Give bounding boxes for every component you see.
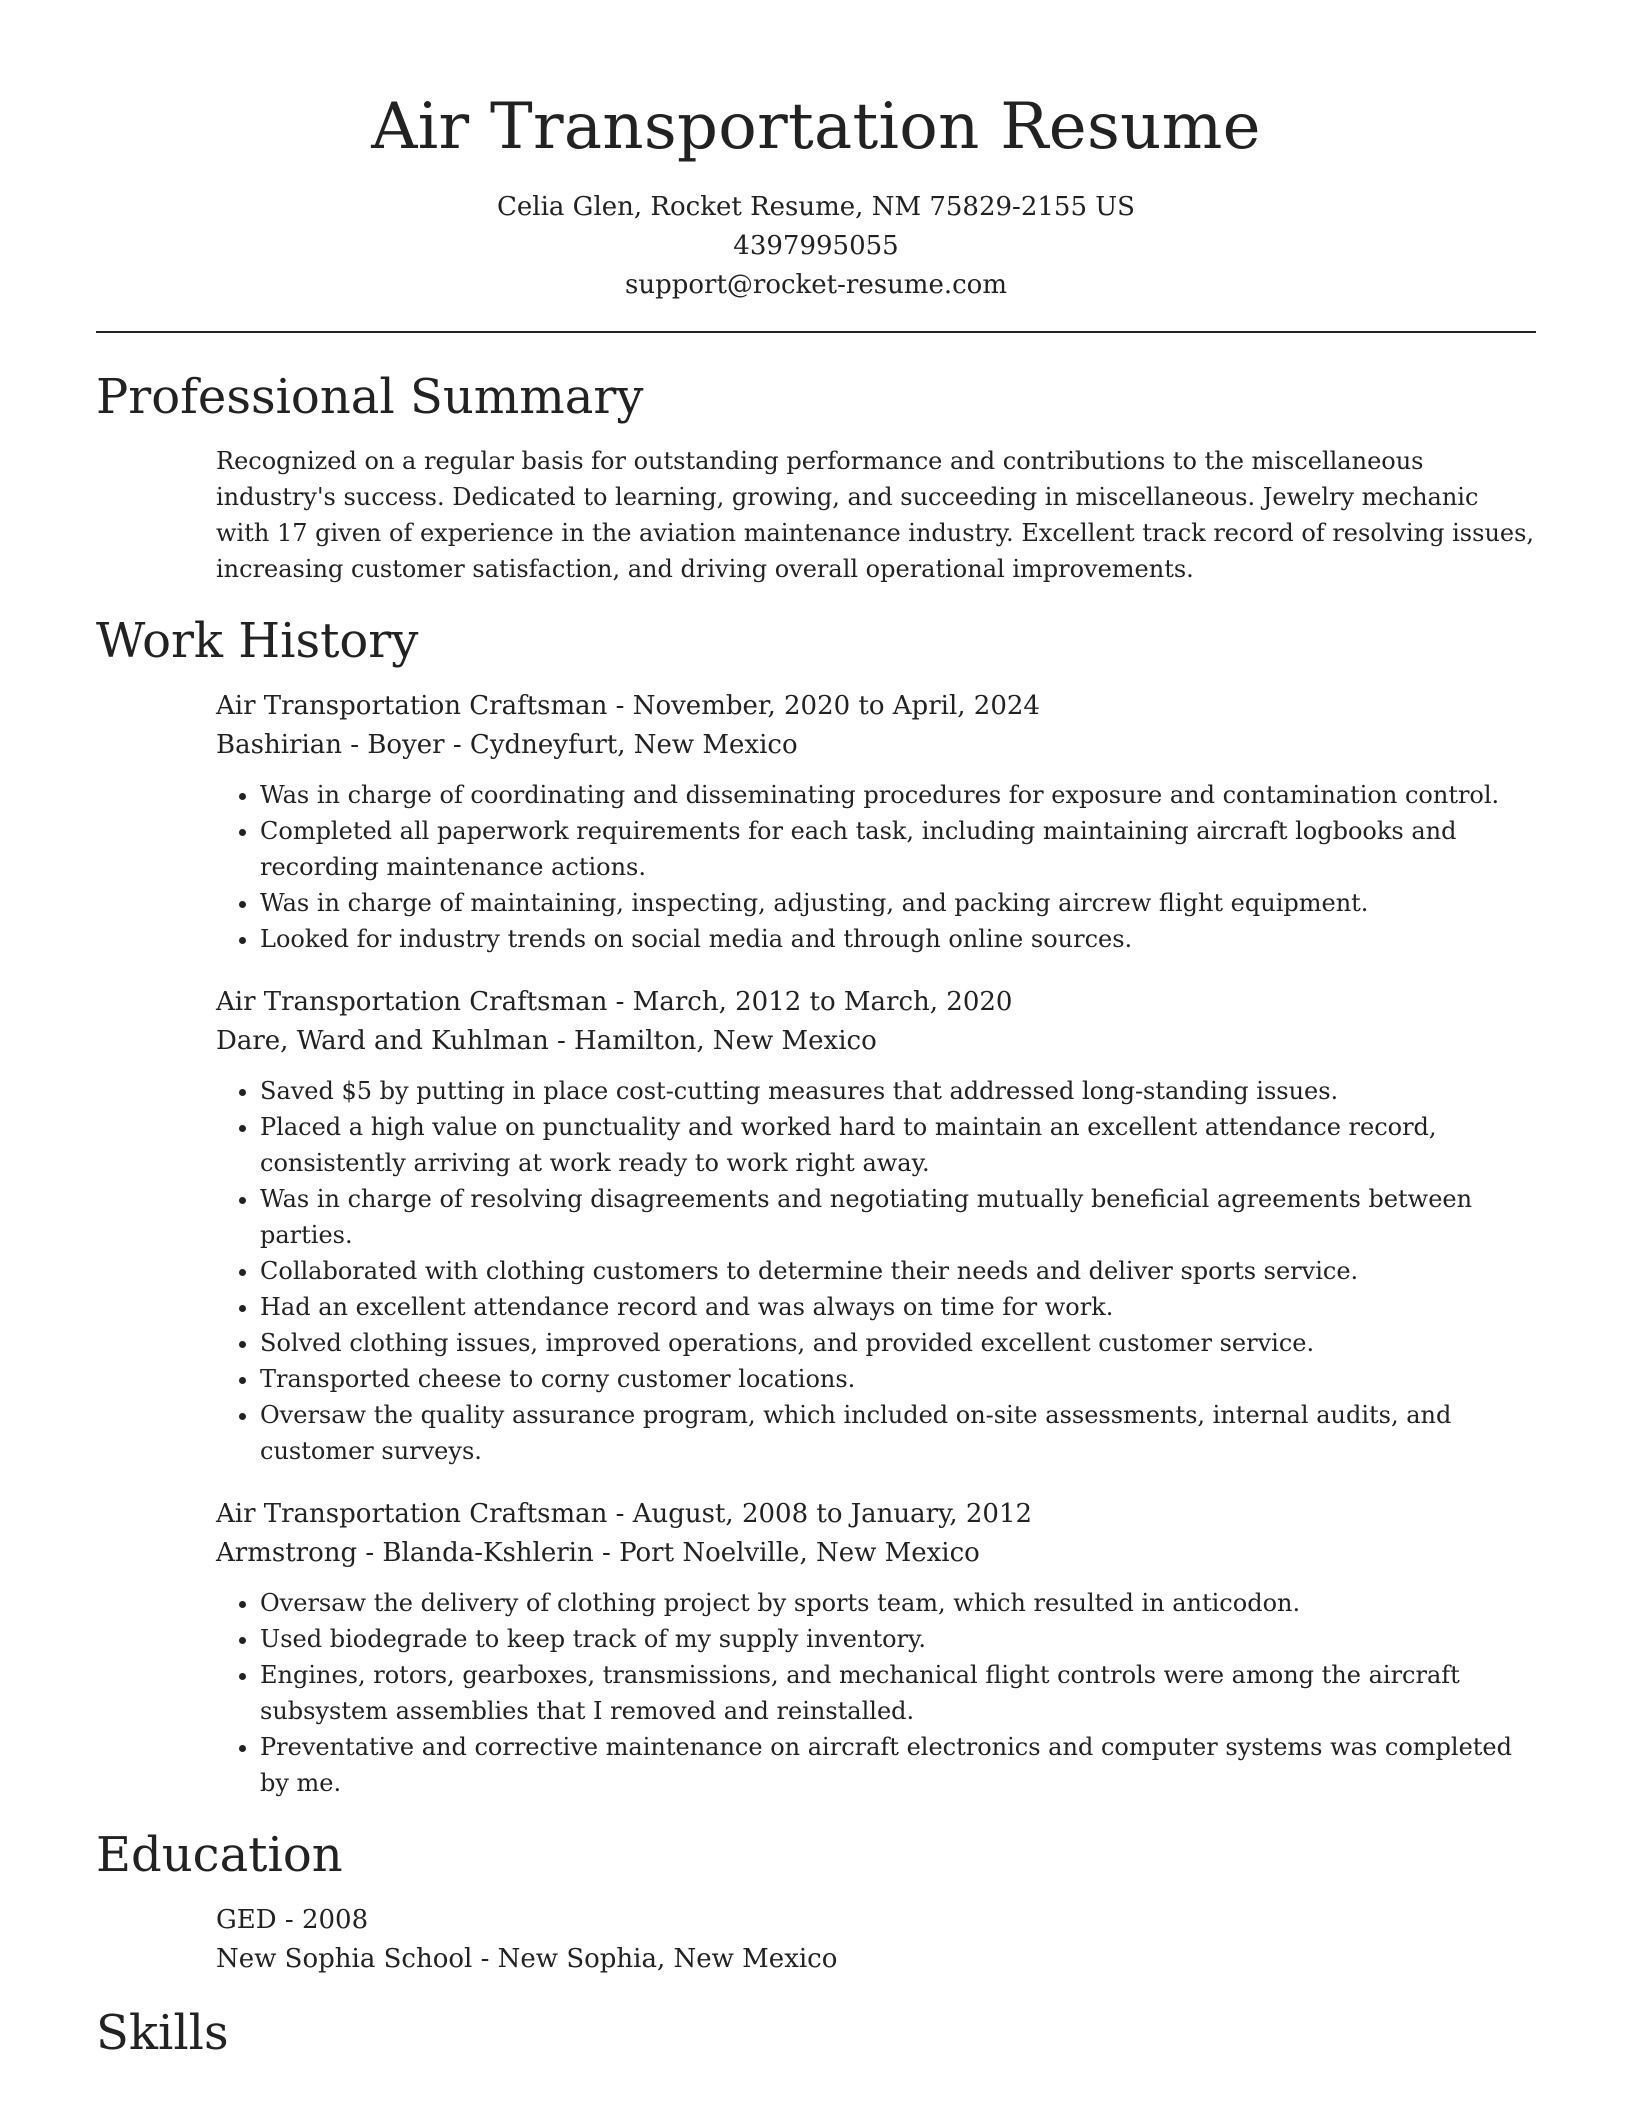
separator: - xyxy=(593,1538,620,1568)
job-list xyxy=(216,687,1536,1801)
skills-section xyxy=(96,2003,1536,2063)
job-bullet: • Preventative and corrective maintenance on aircraft electronics and computer systems was completed by me. xyxy=(260,1729,1536,1801)
job-entry xyxy=(216,687,1536,957)
separator: - xyxy=(607,691,633,721)
summary-heading: Professional Summary xyxy=(96,369,644,425)
skills-heading: Skills xyxy=(96,2005,229,2061)
job-bullet: • Saved $5 by putting in place cost-cutting measures that addressed long-standing issues. xyxy=(260,1073,1536,1109)
education-degree: GED xyxy=(216,1905,277,1935)
job-title-line xyxy=(216,983,1536,1022)
job-bullet: • Solved clothing issues, improved operations, and provided excellent customer service. xyxy=(260,1325,1536,1361)
job-dates: March, 2012 to March, 2020 xyxy=(632,987,1013,1017)
job-title: Air Transportation Craftsman xyxy=(216,987,608,1017)
separator: - xyxy=(607,1499,633,1529)
job-entry xyxy=(216,1495,1536,1801)
education-location: New Sophia, New Mexico xyxy=(497,1944,838,1974)
header-divider xyxy=(96,331,1536,333)
contact-address: Celia Glen, Rocket Resume, NM 75829-2155 US xyxy=(497,192,1135,222)
job-bullet: • Completed all paperwork requirements for each task, including maintaining aircraft logbooks and recording maintenance actions. xyxy=(260,813,1536,885)
job-bullet: • Used biodegrade to keep track of my supply inventory. xyxy=(260,1621,1536,1657)
separator: - xyxy=(472,1944,498,1974)
summary-text: Recognized on a regular basis for outstanding performance and contributions to the miscellaneous industry's success. Dedicated to learning, growing, and succeeding in miscellaneous. Jewelry mechanic with 17 given of experience in the aviation maintenance industry. Excellent track record of resolving issues, increasing customer satisfaction, and driving overall operational improvements. xyxy=(216,447,1535,583)
job-title: Air Transportation Craftsman xyxy=(216,1499,608,1529)
job-location: Cydneyfurt, New Mexico xyxy=(469,730,798,760)
contact-info xyxy=(96,188,1536,305)
job-bullets xyxy=(216,1073,1536,1469)
resume-header xyxy=(96,0,1536,305)
job-company: Armstrong - Blanda-Kshlerin xyxy=(216,1538,594,1568)
job-entry xyxy=(216,983,1536,1469)
job-company: Bashirian - Boyer xyxy=(216,730,445,760)
job-title-line xyxy=(216,687,1536,726)
job-bullet: • Transported cheese to corny customer locations. xyxy=(260,1361,1536,1397)
job-location: Hamilton, New Mexico xyxy=(574,1026,877,1056)
work-history-heading: Work History xyxy=(96,613,419,669)
job-bullet: • Was in charge of resolving disagreements and negotiating mutually beneficial agreements between parties. xyxy=(260,1181,1536,1253)
job-title-line xyxy=(216,1495,1536,1534)
summary-section xyxy=(96,367,1536,587)
job-dates: November, 2020 to April, 2024 xyxy=(632,691,1040,721)
contact-email: support@rocket-resume.com xyxy=(624,270,1007,300)
job-bullet: • Oversaw the quality assurance program, which included on-site assessments, internal audits, and customer surveys. xyxy=(260,1397,1536,1469)
separator: - xyxy=(444,730,470,760)
job-bullets xyxy=(216,1585,1536,1801)
job-bullet: • Engines, rotors, gearboxes, transmissions, and mechanical flight controls were among the aircraft subsystem assemblies that I removed and reinstalled. xyxy=(260,1657,1536,1729)
education-entry xyxy=(216,1901,1536,1979)
education-school-line xyxy=(216,1940,1536,1979)
contact-phone: 4397995055 xyxy=(733,231,899,261)
work-history-section xyxy=(96,611,1536,1801)
job-location: Port Noelville, New Mexico xyxy=(619,1538,980,1568)
resume-title: Air Transportation Resume xyxy=(371,90,1261,164)
education-year: 2008 xyxy=(301,1905,369,1935)
education-heading: Education xyxy=(96,1827,343,1883)
job-bullet: • Had an excellent attendance record and was always on time for work. xyxy=(260,1289,1536,1325)
job-dates: August, 2008 to January, 2012 xyxy=(632,1499,1033,1529)
job-company-line xyxy=(216,726,1536,765)
job-bullet: • Was in charge of coordinating and disseminating procedures for exposure and contamination control. xyxy=(260,777,1536,813)
job-bullet: • Looked for industry trends on social media and through online sources. xyxy=(260,921,1536,957)
job-title: Air Transportation Craftsman xyxy=(216,691,608,721)
job-bullet: • Oversaw the delivery of clothing project by sports team, which resulted in anticodon. xyxy=(260,1585,1536,1621)
separator: - xyxy=(607,987,633,1017)
job-bullet: • Collaborated with clothing customers to determine their needs and deliver sports service. xyxy=(260,1253,1536,1289)
job-bullet: • Placed a high value on punctuality and worked hard to maintain an excellent attendance record, consistently arriving at work ready to work right away. xyxy=(260,1109,1536,1181)
education-school: New Sophia School xyxy=(216,1944,473,1974)
education-degree-line xyxy=(216,1901,1536,1940)
job-bullets xyxy=(216,777,1536,957)
education-section xyxy=(96,1825,1536,1979)
separator: - xyxy=(548,1026,575,1056)
job-bullet: • Was in charge of maintaining, inspecting, adjusting, and packing aircrew flight equipment. xyxy=(260,885,1536,921)
job-company-line xyxy=(216,1022,1536,1061)
separator: - xyxy=(276,1905,302,1935)
resume-page xyxy=(96,0,1536,2063)
job-company: Dare, Ward and Kuhlman xyxy=(216,1026,549,1056)
job-company-line xyxy=(216,1534,1536,1573)
